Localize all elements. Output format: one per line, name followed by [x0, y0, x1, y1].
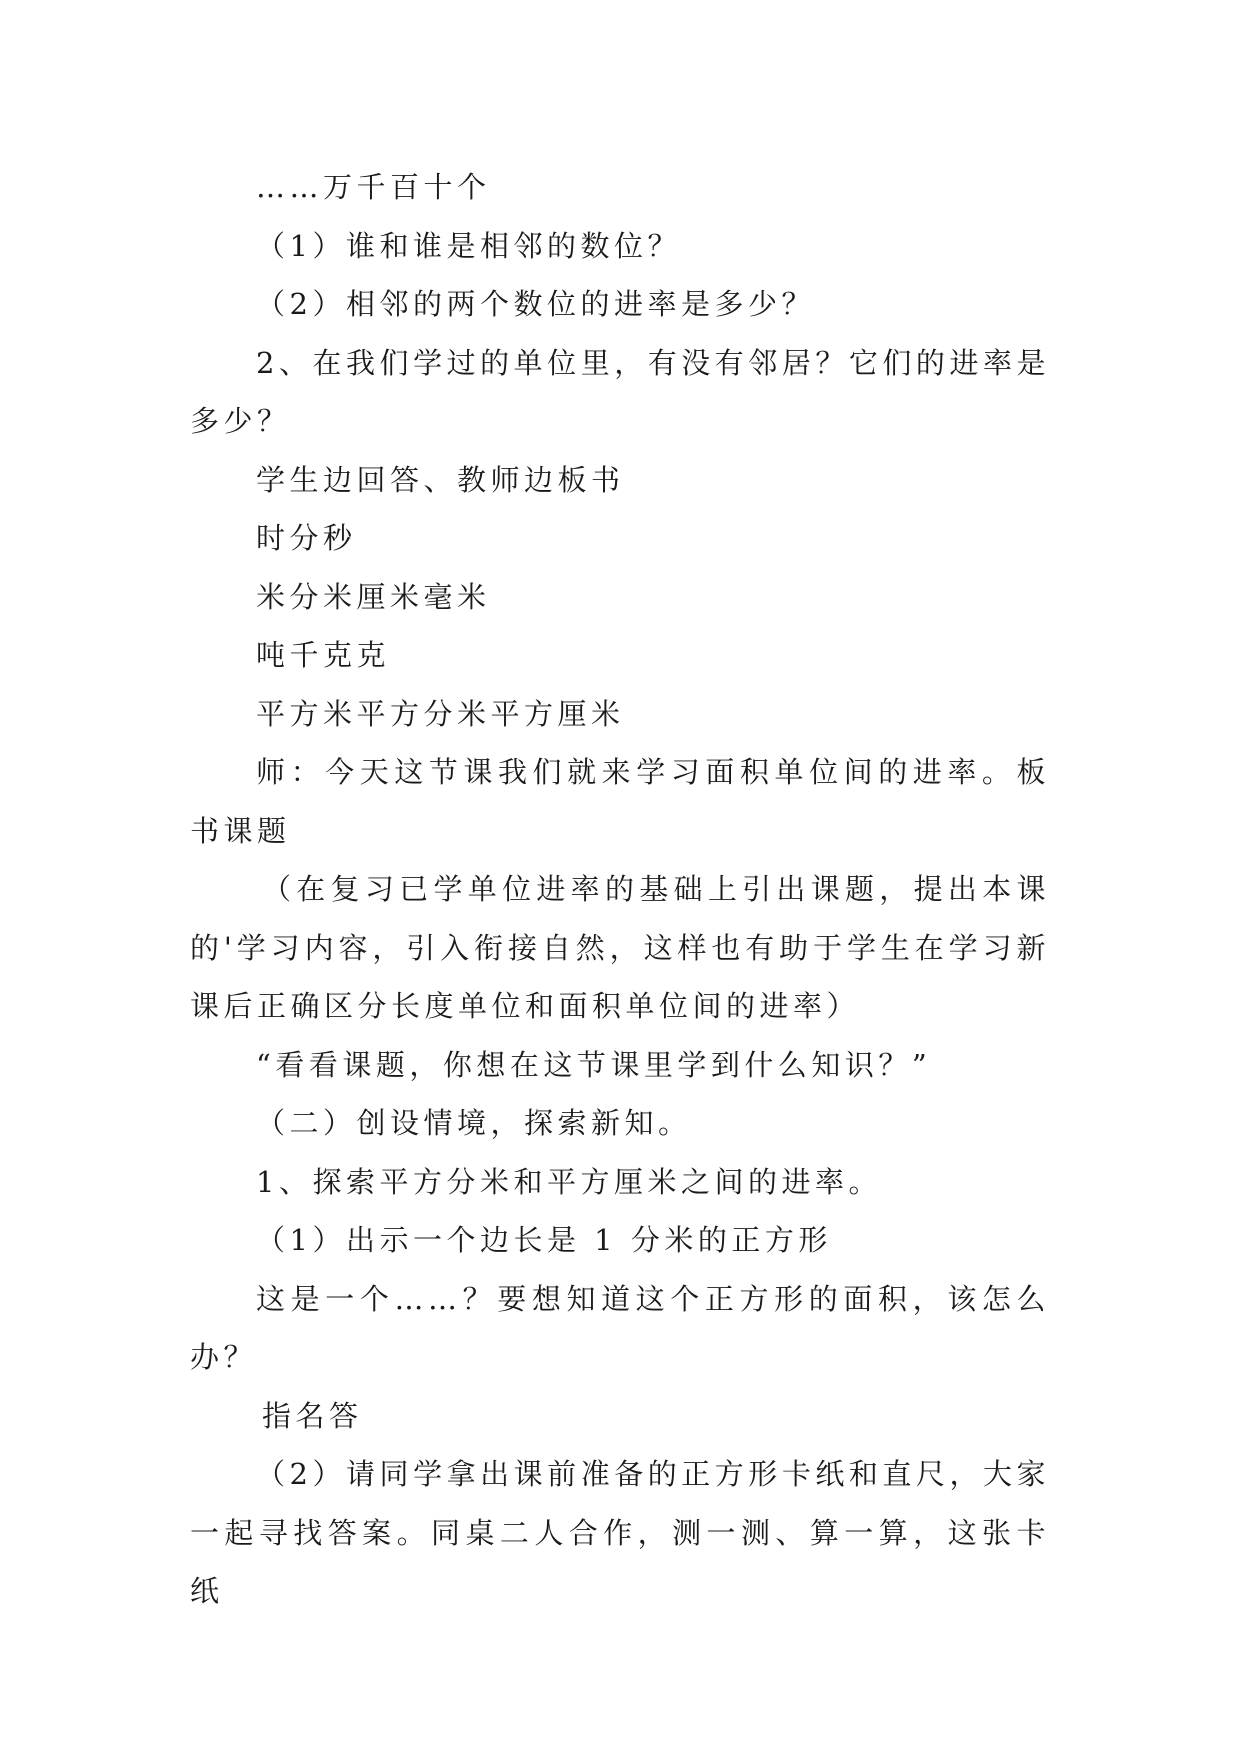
document-body [190, 158, 1050, 1621]
paragraph-section-heading: （二）创设情境，探索新知。 [256, 1106, 692, 1140]
paragraph-place-values: ……万千百十个 [256, 170, 491, 204]
paragraph-question-2: （2）相邻的两个数位的进率是多少？ [256, 287, 815, 321]
paragraph-show-square: （1）出示一个边长是 1 分米的正方形 [256, 1223, 832, 1257]
paragraph-explore-heading: 1、探索平方分米和平方厘米之间的进率。 [256, 1164, 882, 1199]
paragraph-time-units: 时分秒 [256, 521, 357, 555]
paragraph-question-1: （1）谁和谁是相邻的数位？ [256, 228, 681, 263]
paragraph-topic-question: “看看课题，你想在这节课里学到什么知识？” [256, 1047, 932, 1082]
paragraph-area-units: 平方米平方分米平方厘米 [256, 696, 625, 731]
paragraph-board-writing: 学生边回答、教师边板书 [256, 462, 625, 497]
paragraph-length-units: 米分米厘米毫米 [256, 579, 491, 614]
paragraph-card-activity: （2）请同学拿出课前准备的正方形卡纸和直尺，大家一起寻找答案。同桌二人合作，测一测、算一算，这张卡纸 [190, 1457, 1050, 1608]
paragraph-area-question: 这是一个……？要想知道这个正方形的面积，该怎么办？ [190, 1281, 1050, 1374]
paragraph-teacher-intro: 师：今天这节课我们就来学习面积单位间的进率。板书课题 [190, 755, 1050, 848]
paragraph-call-student: 指名答 [262, 1398, 363, 1433]
paragraph-units-neighbors: 2、在我们学过的单位里，有没有邻居？它们的进率是多少？ [190, 345, 1050, 438]
paragraph-mass-units: 吨千克克 [256, 638, 391, 672]
paragraph-design-note: （在复习已学单位进率的基础上引出课题，提出本课的'学习内容，引入衔接自然，这样也有助于学生在学习新课后正确区分长度单位和面积单位间的进率） [190, 872, 1050, 1023]
